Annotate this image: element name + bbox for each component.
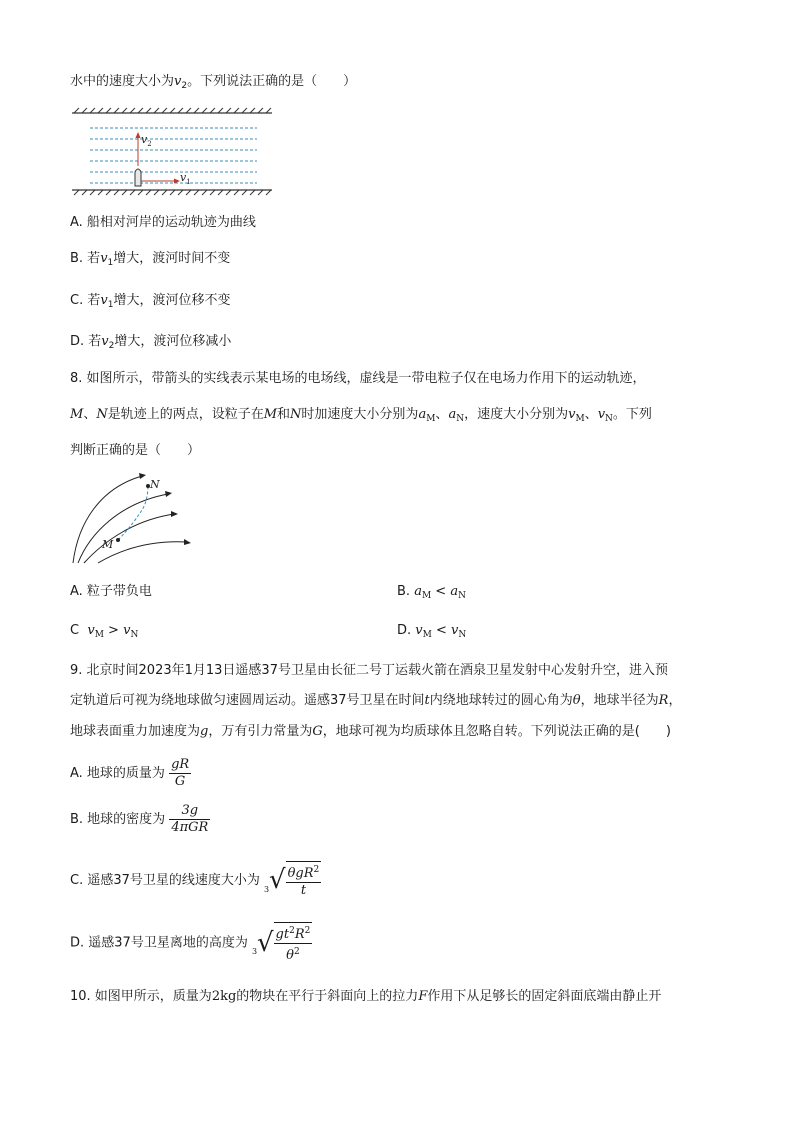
boat-icon	[135, 169, 141, 186]
q8-option-a: A. 粒子带负电	[70, 584, 152, 599]
point-n-label: N	[150, 478, 160, 491]
river-crossing-figure	[72, 108, 277, 200]
q9-option-b: B. 地球的密度为 $\frac{3g}{\text{4πGR}}$	[70, 803, 209, 835]
point-m-label: M	[102, 538, 114, 551]
q8-option-d: D. $v_M < v_N$	[397, 623, 467, 640]
q7-option-a: A. 船相对河岸的运动轨迹为曲线	[70, 215, 256, 230]
q7-option-b: B. 若$v_1$增大，渡河时间不变	[70, 251, 231, 268]
q9-option-c: C. 遥感37号卫星的线速度大小为 3 √ $\frac{\theta gR^2}{t}$	[70, 860, 321, 901]
q10-stem-line1: 10. 如图甲所示，质量为2kg的物块在平行于斜面向上的拉力F作用下从足够长的固定斜面底端由静止开	[70, 989, 662, 1004]
q9-option-d: D. 遥感37号卫星离地的高度为 3 √ $\frac{gt^2R^2}{\theta^2}$	[70, 922, 312, 964]
q9-stem-line1: 9. 北京时间2023年1月13日遥感37号卫星由长征二号丁运载火箭在酒泉卫星发射中心发射升空，进入预	[70, 663, 668, 678]
q9-option-a: A. 地球的质量为 $\frac{gR}{G}$	[70, 757, 190, 789]
question-7-stem-tail: 水中的速度大小为$v_2$。下列说法正确的是（ ）	[70, 74, 357, 91]
q8-stem-line1: 8. 如图所示，带箭头的实线表示某电场的电场线，虚线是一带电粒子仅在电场力作用下的运动轨迹，	[70, 371, 646, 386]
v2-label: $v_2$	[141, 133, 152, 148]
v1-label: $v_1$	[180, 171, 191, 186]
q8-stem-line2: M、N是轨迹上的两点，设粒子在M和N时加速度大小分别为$a_M$、$a_N$，速度大小分别为$v_M$、$v_N$。下列	[70, 407, 652, 424]
q7-option-c: C. 若$v_1$增大，渡河位移不变	[70, 293, 231, 310]
q7-option-d: D. 若$v_2$增大，渡河位移减小	[70, 334, 232, 351]
electric-field-figure	[70, 468, 195, 568]
q8-option-c: C $v_M > v_N$	[70, 623, 139, 640]
q8-stem-line3: 判断正确的是（ ）	[70, 443, 201, 458]
q9-stem-line2: 定轨道后可视为绕地球做匀速圆周运动。遥感37号卫星在时间t内绕地球转过的圆心角为θ，地球半径为R，	[70, 693, 682, 708]
q8-option-b: B. $a_M < a_N$	[397, 584, 466, 601]
q9-stem-line3: 地球表面重力加速度为g，万有引力常量为G，地球可视为均质球体且忽略自转。下列说法正确的是( )	[70, 724, 671, 739]
